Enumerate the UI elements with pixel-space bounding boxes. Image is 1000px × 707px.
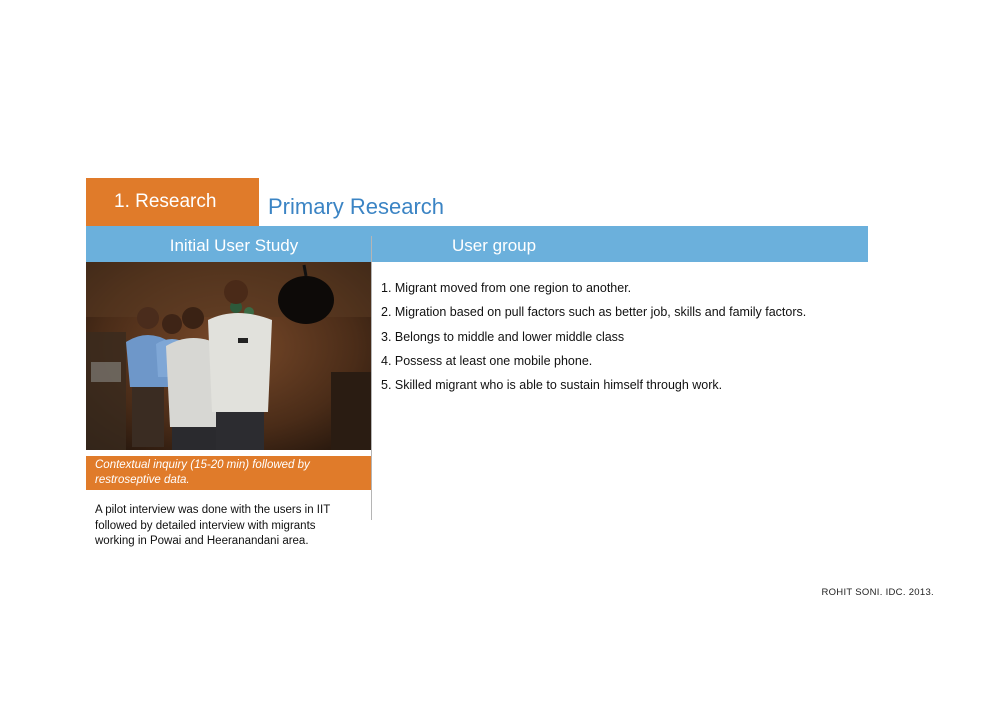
section-label: 1. Research [114, 191, 217, 212]
user-group-list [381, 280, 806, 401]
caption-bar: Contextual inquiry (15-20 min) followed by restroseptive data. [86, 456, 371, 490]
list-item: 4. Possess at least one mobile phone. [381, 353, 593, 368]
left-panel-title: Initial User Study [169, 236, 299, 255]
list-item: 5. Skilled migrant who is able to sustain himself through work. [381, 378, 723, 393]
user-study-photo [86, 262, 371, 450]
list-item: 2. Migration based on pull factors such as better job, skills and family factors. [381, 305, 807, 320]
list-item: 3. Belongs to middle and lower middle class [381, 329, 625, 344]
footer-credit: ROHIT SONI. IDC. 2013. [821, 587, 934, 598]
list-item: 1. Migrant moved from one region to another. [381, 281, 632, 295]
right-panel-title: User group [452, 236, 537, 255]
study-description: A pilot interview was done with the users in IIT followed by detailed interview with migrants working in Powai and Heeranandani area. [95, 504, 331, 547]
page-title: Primary Research [268, 194, 445, 219]
section-tab [86, 178, 259, 226]
kitchen-photo-illustration [86, 262, 371, 450]
column-divider [371, 236, 372, 520]
